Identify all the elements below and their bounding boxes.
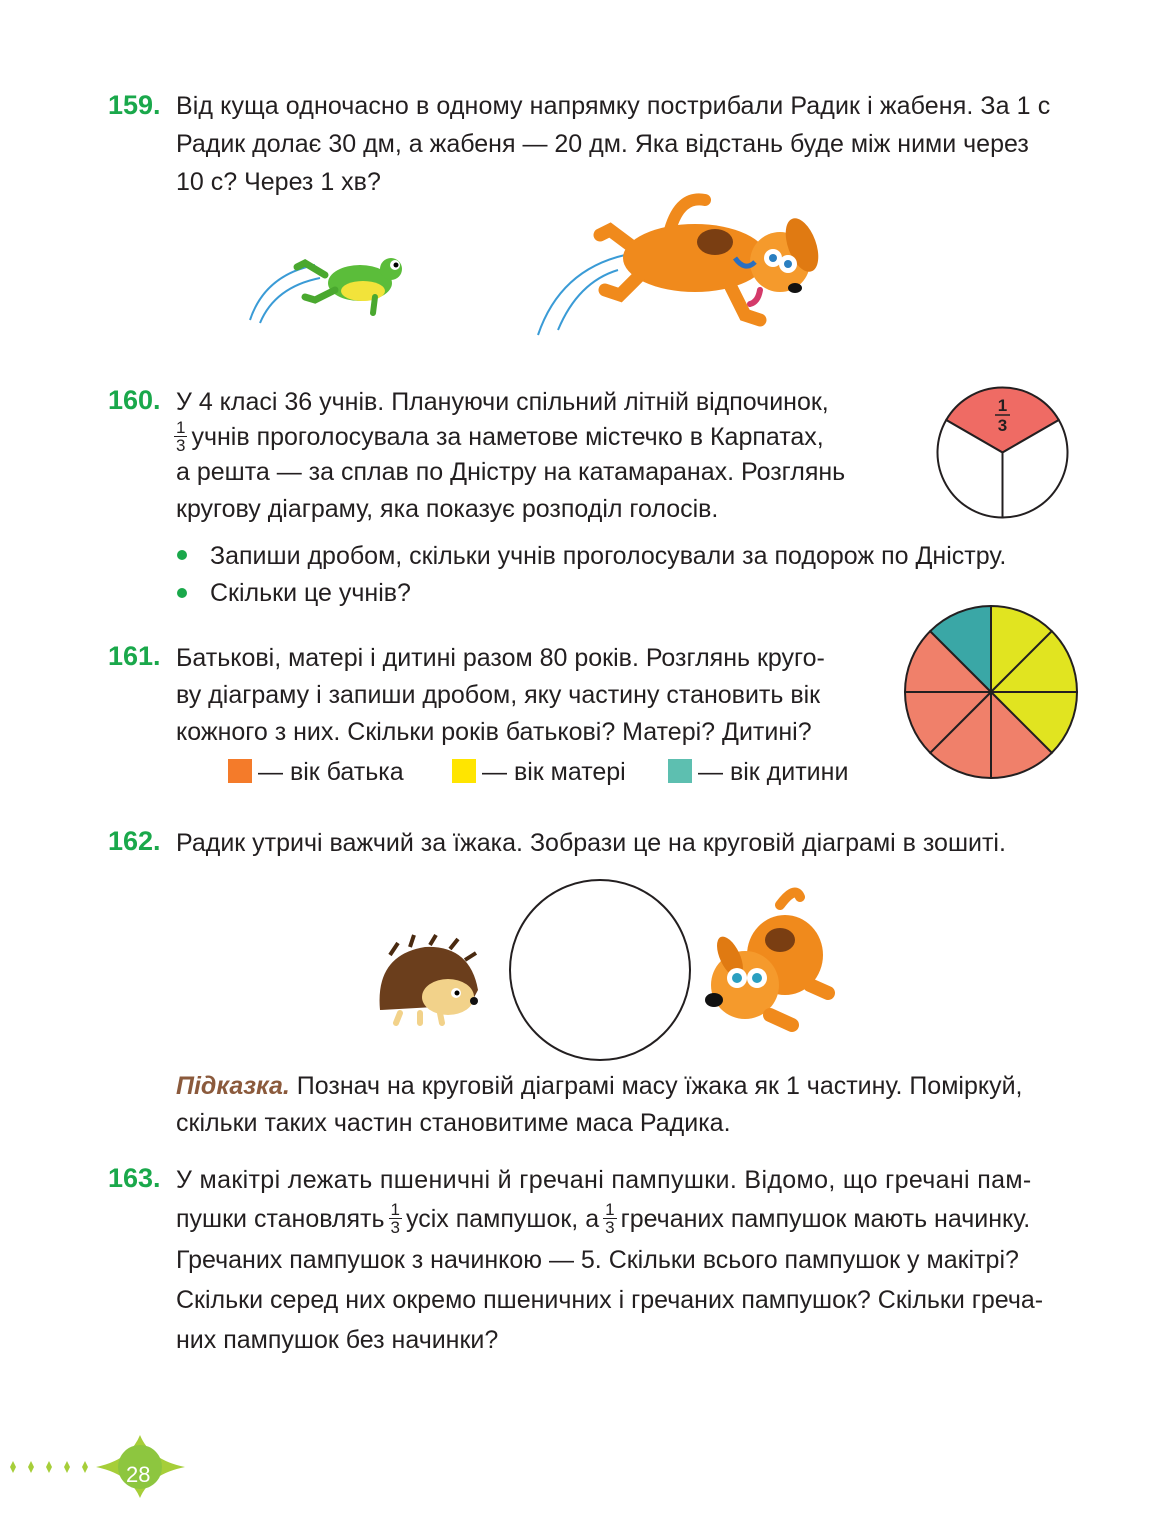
problem-163-line-4: Скільки серед них окремо пшеничних і гречаних пампушок? Скільки греча- <box>176 1286 1044 1314</box>
hint-text-1: Познач на круговій діаграмі масу їжака як 1 частину. Поміркуй, <box>296 1072 1023 1100</box>
legend-mother: — вік матері <box>452 757 626 787</box>
problem-161-line-1: Батькові, матері і дитині разом 80 років. Розглянь круго- <box>176 644 825 672</box>
hint-line-1 <box>176 1071 1022 1101</box>
bullet-text-1: Запиши дробом, скільки учнів проголосували за подорож по Дністру. <box>210 542 1007 570</box>
problem-163-line-2-a: пушки становлять <box>176 1205 385 1234</box>
hint-line-2: скільки таких частин становитиме маса Радика. <box>176 1109 731 1137</box>
legend-child: — вік дитини <box>668 757 848 787</box>
problem-163-line-5: них пампушок без начинки? <box>176 1326 499 1354</box>
problem-163-line-2-b: усіх пампушок, а <box>406 1205 600 1234</box>
legend-swatch-mother <box>452 759 476 783</box>
problem-163-line-3: Гречаних пампушок з начинкою — 5. Скільки всього пампушок у макітрі? <box>176 1246 1019 1274</box>
dog-illustration <box>530 190 840 340</box>
problem-160-line-4: кругову діаграму, яка показує розподіл голосів. <box>176 495 719 523</box>
bullet-text-2: Скільки це учнів? <box>210 579 411 607</box>
empty-pie-circle <box>505 875 695 1065</box>
page-ornament <box>0 1430 200 1500</box>
problem-159-line-3: 10 с? Через 1 хв? <box>176 168 381 196</box>
problem-160-line-2-text: учнів проголосувала за наметове містечко в Карпатах, <box>191 423 824 452</box>
problem-163-line-2 <box>176 1200 1031 1238</box>
problem-160-line-2 <box>170 418 824 456</box>
pie-label-denominator: 3 <box>997 416 1008 435</box>
problem-161-line-3: кожного з них. Скільки років батькові? Матері? Дитині? <box>176 718 812 746</box>
bullet-dot-1 <box>177 550 187 560</box>
problem-163-line-1: У макітрі лежать пшеничні й гречані пампушки. Відомо, що гречані пам- <box>176 1166 1032 1194</box>
problem-160-line-1: У 4 класі 36 учнів. Плануючи спільний літній відпочинок, <box>176 388 829 416</box>
problem-161-number: 161. <box>108 641 161 671</box>
fraction-1-3-a: $\frac{1}{3}$ <box>390 1200 401 1237</box>
bullet-dot-2 <box>177 588 187 598</box>
problem-162-line: Радик утричі важчий за їжака. Зобрази це на круговій діаграмі в зошиті. <box>176 829 1006 857</box>
pie-chart-thirds <box>935 385 1070 520</box>
fraction-1-3-b: $\frac{1}{3}$ <box>605 1200 615 1237</box>
hint-label: Підказка. <box>176 1072 290 1100</box>
problem-159-line-2: Радик долає 30 дм, а жабеня — 20 дм. Яка відстань буде між ними через <box>176 130 1029 158</box>
fraction-one-third: $\frac{1}{3}$ <box>176 418 186 455</box>
problem-163-number: 163. <box>108 1163 161 1193</box>
hedgehog-illustration <box>370 935 485 1025</box>
legend-swatch-father <box>228 759 252 783</box>
problem-160-line-3: а решта — за сплав по Дністру на катамаранах. Розглянь <box>176 458 846 486</box>
problem-159-number: 159. <box>108 90 161 120</box>
page-number: 28 <box>126 1462 151 1487</box>
frog-illustration <box>245 245 415 325</box>
problem-162-number: 162. <box>108 826 161 856</box>
pie-label-numerator: 1 <box>997 396 1008 415</box>
problem-160-number: 160. <box>108 385 161 415</box>
puppy-illustration <box>700 885 840 1035</box>
legend-swatch-child <box>668 759 692 783</box>
pie-chart-eighths <box>903 604 1079 780</box>
problem-159-line-1: Від куща одночасно в одному напрямку пострибали Радик і жабеня. За 1 с <box>176 92 1051 120</box>
problem-163-line-2-c: гречаних пампушок мають начинку. <box>620 1205 1031 1234</box>
problem-161-line-2: ву діаграму і запиши дробом, яку частину становить вік <box>176 681 821 709</box>
legend-father: — вік батька <box>228 757 404 787</box>
